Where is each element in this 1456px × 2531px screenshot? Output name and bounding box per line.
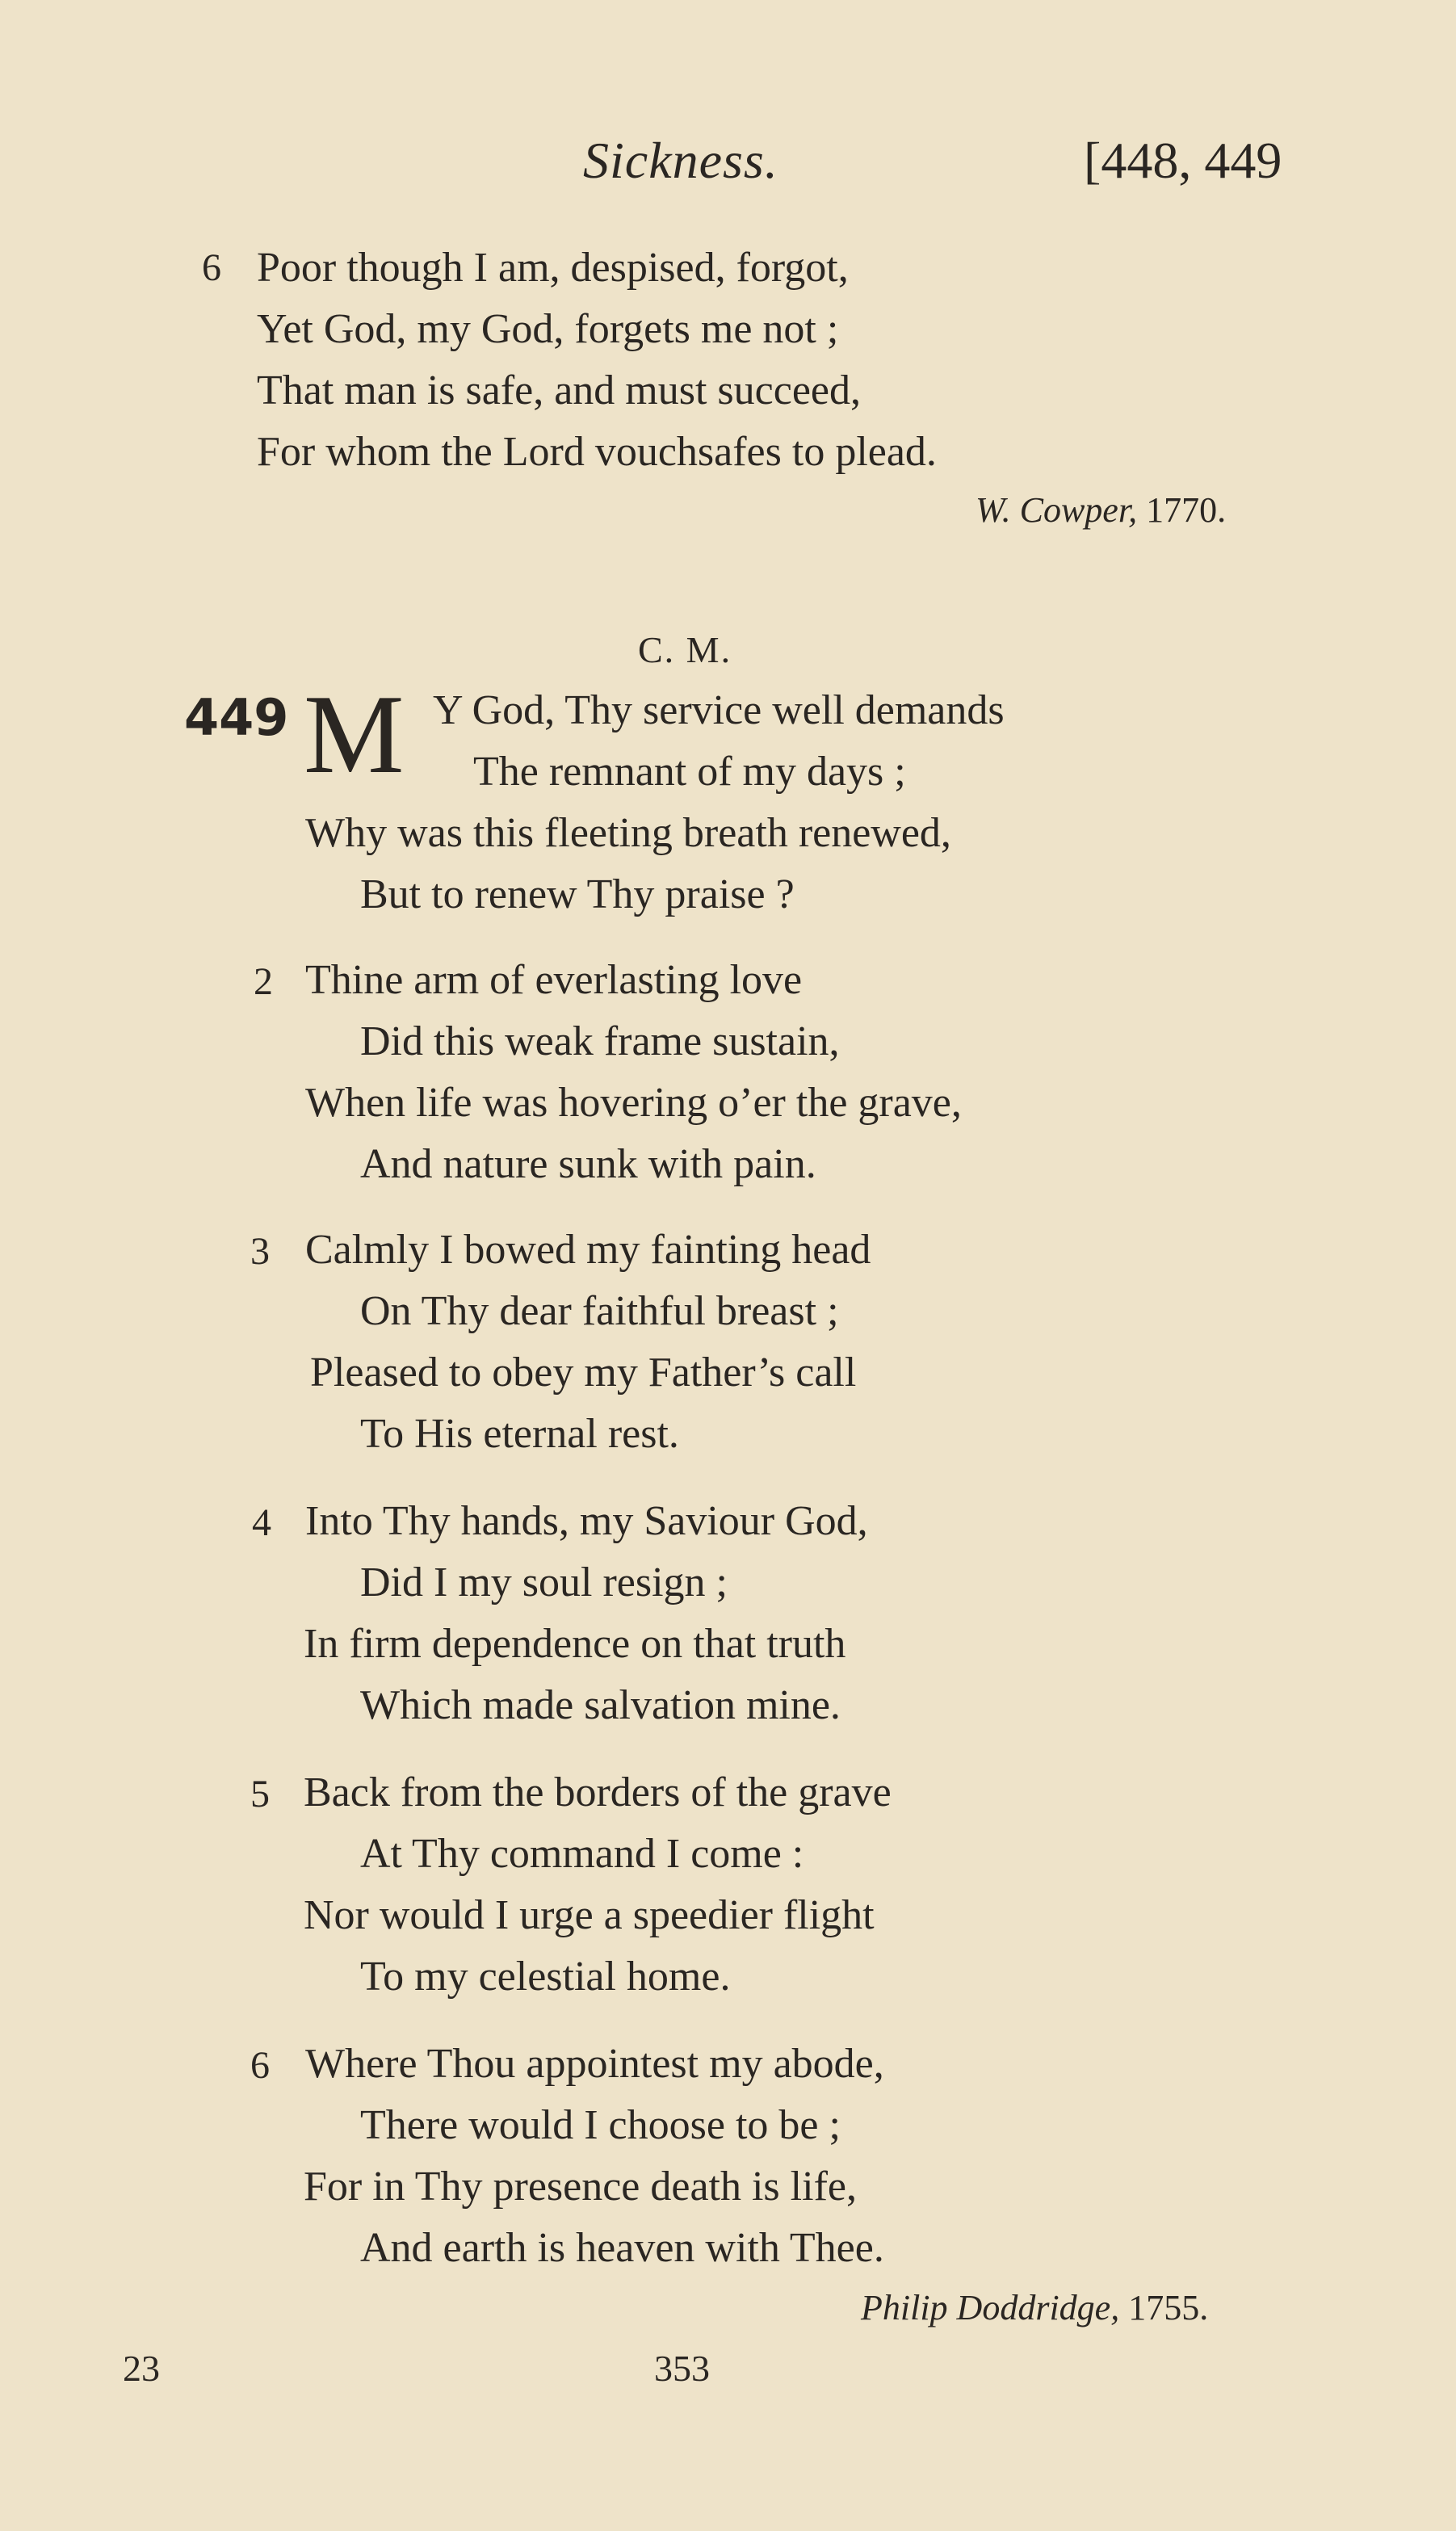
author-attribution — [976, 490, 1227, 530]
verse-line: Back from the borders of the grave — [304, 1769, 892, 1815]
verse-number: 5 — [250, 1773, 270, 1815]
verse-line: Did this weak frame sustain, — [360, 1018, 840, 1064]
author-name: W. Cowper, — [976, 490, 1138, 530]
verse-line: For in Thy presence death is life, — [304, 2164, 857, 2210]
verse-line: And earth is heaven with Thee. — [360, 2225, 884, 2271]
page-number: 353 — [654, 2348, 710, 2389]
verse-line: And nature sunk with pain. — [360, 1141, 816, 1187]
verse-line: For whom the Lord vouchsafes to plead. — [257, 429, 937, 475]
hymn-number: 449 — [184, 688, 289, 747]
signature-mark: 23 — [123, 2348, 160, 2389]
running-header-hymn-numbers: [448, 449 — [1084, 132, 1282, 189]
verse-line: Why was this fleeting breath renewed, — [305, 810, 951, 856]
author-year: 1770. — [1146, 490, 1227, 530]
verse-line: Which made salvation mine. — [360, 1682, 841, 1728]
verse-number: 4 — [252, 1501, 271, 1544]
verse-line: Calmly I bowed my fainting head — [305, 1227, 871, 1273]
verse-number: 3 — [250, 1230, 270, 1273]
meter-label: C. M. — [638, 629, 732, 670]
running-header-title: Sickness. — [583, 132, 778, 189]
verse-line: Pleased to obey my Father’s call — [310, 1349, 857, 1396]
author-attribution — [861, 2290, 1208, 2326]
verse-line: The remnant of my days ; — [473, 749, 906, 795]
verse-line: When life was hovering o’er the grave, — [305, 1080, 962, 1126]
author-name: Philip Doddridge, — [861, 2288, 1120, 2327]
author-year: 1755. — [1128, 2288, 1209, 2327]
verse-line: Nor would I urge a speedier flight — [304, 1892, 875, 1938]
verse-line: That man is safe, and must succeed, — [257, 367, 861, 413]
verse-number: 6 — [250, 2044, 270, 2087]
verse-line: Did I my soul resign ; — [360, 1559, 728, 1605]
verse-line: But to renew Thy praise ? — [360, 871, 795, 917]
verse-line: Where Thou appointest my abode, — [305, 2041, 884, 2087]
verse-line: On Thy dear faithful breast ; — [360, 1288, 839, 1334]
verse-line: There would I choose to be ; — [360, 2102, 841, 2148]
verse-line: To my celestial home. — [360, 1954, 731, 2000]
verse-line: Y God, Thy service well demands — [433, 687, 1005, 733]
verse-line: At Thy command I come : — [360, 1831, 804, 1877]
verse-line: Into Thy hands, my Saviour God, — [305, 1498, 868, 1544]
verse-line: Poor though I am, despised, forgot, — [257, 245, 849, 291]
verse-line: Yet God, my God, forgets me not ; — [257, 306, 839, 352]
verse-line: To His eternal rest. — [360, 1411, 679, 1457]
verse-number: 6 — [202, 246, 221, 289]
verse-line: Thine arm of everlasting love — [305, 957, 803, 1003]
verse-number: 2 — [254, 960, 273, 1003]
verse-line: In firm dependence on that truth — [304, 1621, 846, 1667]
drop-cap: M — [304, 672, 405, 797]
